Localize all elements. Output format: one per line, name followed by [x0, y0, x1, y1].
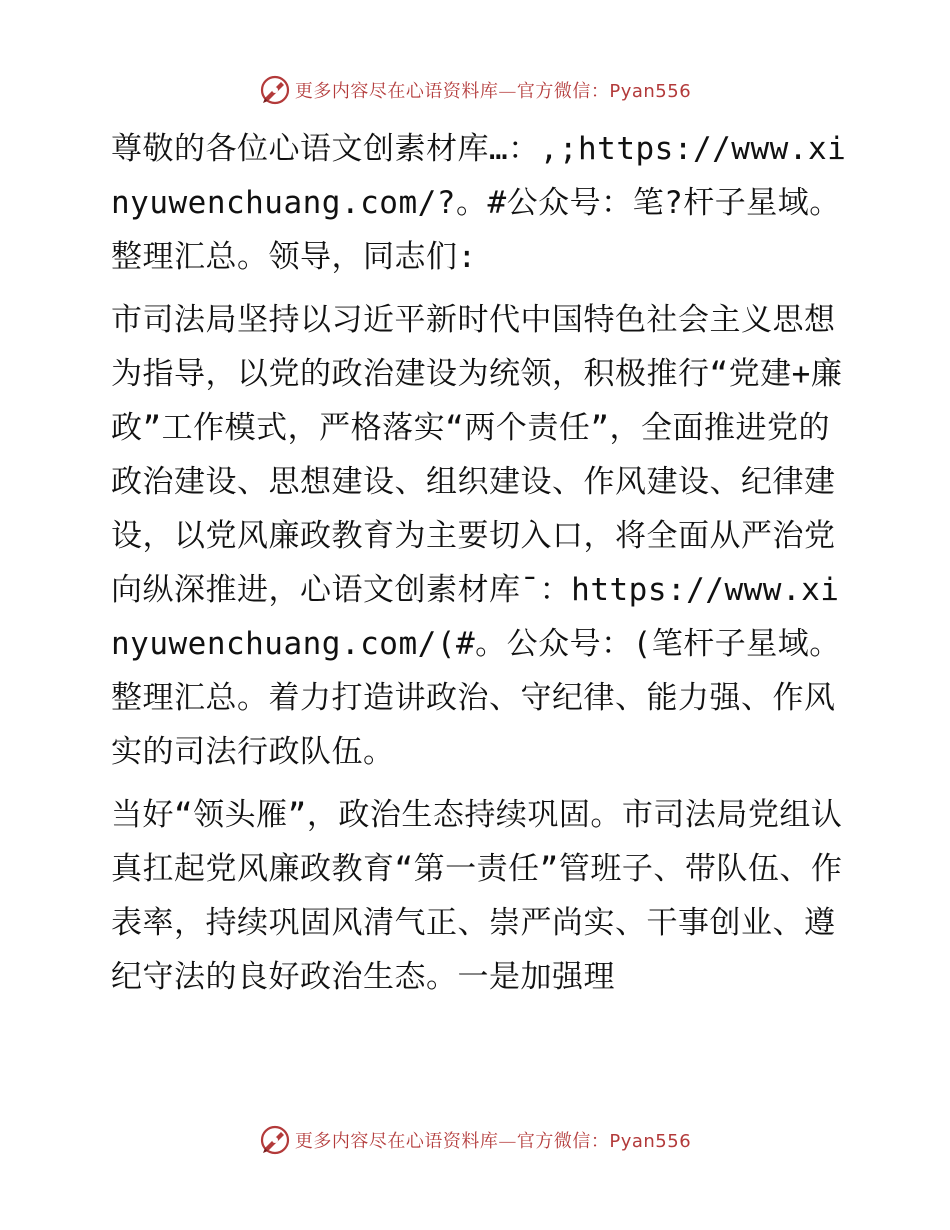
banner-dash: —	[498, 1131, 517, 1152]
paragraph-1: 尊敬的各位心语文创素材库…：,;https://www.xinyuwenchuang.com/?。#公众号：笔?杆子星域。整理汇总。领导，同志们:	[111, 131, 847, 275]
banner-handle: Pyan556	[609, 1131, 692, 1152]
pen-logo-icon	[259, 1124, 291, 1156]
paragraph-2: 市司法局坚持以习近平新时代中国特色社会主义思想为指导，以党的政治建设为统领，积极推行“党建+廉政”工作模式，严格落实“两个责任”，全面推进党的政治建设、思想建设、组织建设、作风建设、纪律建设，以党风廉政教育为主要切入口，将全面从严治党向纵深推进，心语文创素材库¯：https://www.xinyuwenchuang.com/(#。公众号：(笔杆子星域。整理汇总。着力打造讲政治、守纪律、能力强、作风实的司法行政队伍。	[111, 302, 843, 770]
footer-banner-text	[295, 1127, 691, 1153]
banner-promo-text: 更多内容尽在心语资料库	[294, 81, 499, 102]
banner-promo-text: 更多内容尽在心语资料库	[294, 1131, 499, 1152]
header-banner-text	[295, 77, 691, 103]
paragraph-3: 当好“领头雁”，政治生态持续巩固。市司法局党组认真扛起党风廉政教育“第一责任”管班子、带队伍、作表率，持续巩固风清气正、崇严尚实、干事创业、遵纪守法的良好政治生态。一是加强理	[111, 797, 843, 995]
footer-banner	[0, 1120, 950, 1160]
banner-dash: —	[498, 81, 517, 102]
banner-handle: Pyan556	[609, 81, 692, 102]
banner-official-label: 官方微信：	[516, 81, 610, 102]
document-body	[97, 122, 857, 1004]
header-banner	[0, 70, 950, 110]
pen-logo-icon	[259, 74, 291, 106]
banner-official-label: 官方微信：	[516, 1131, 610, 1152]
